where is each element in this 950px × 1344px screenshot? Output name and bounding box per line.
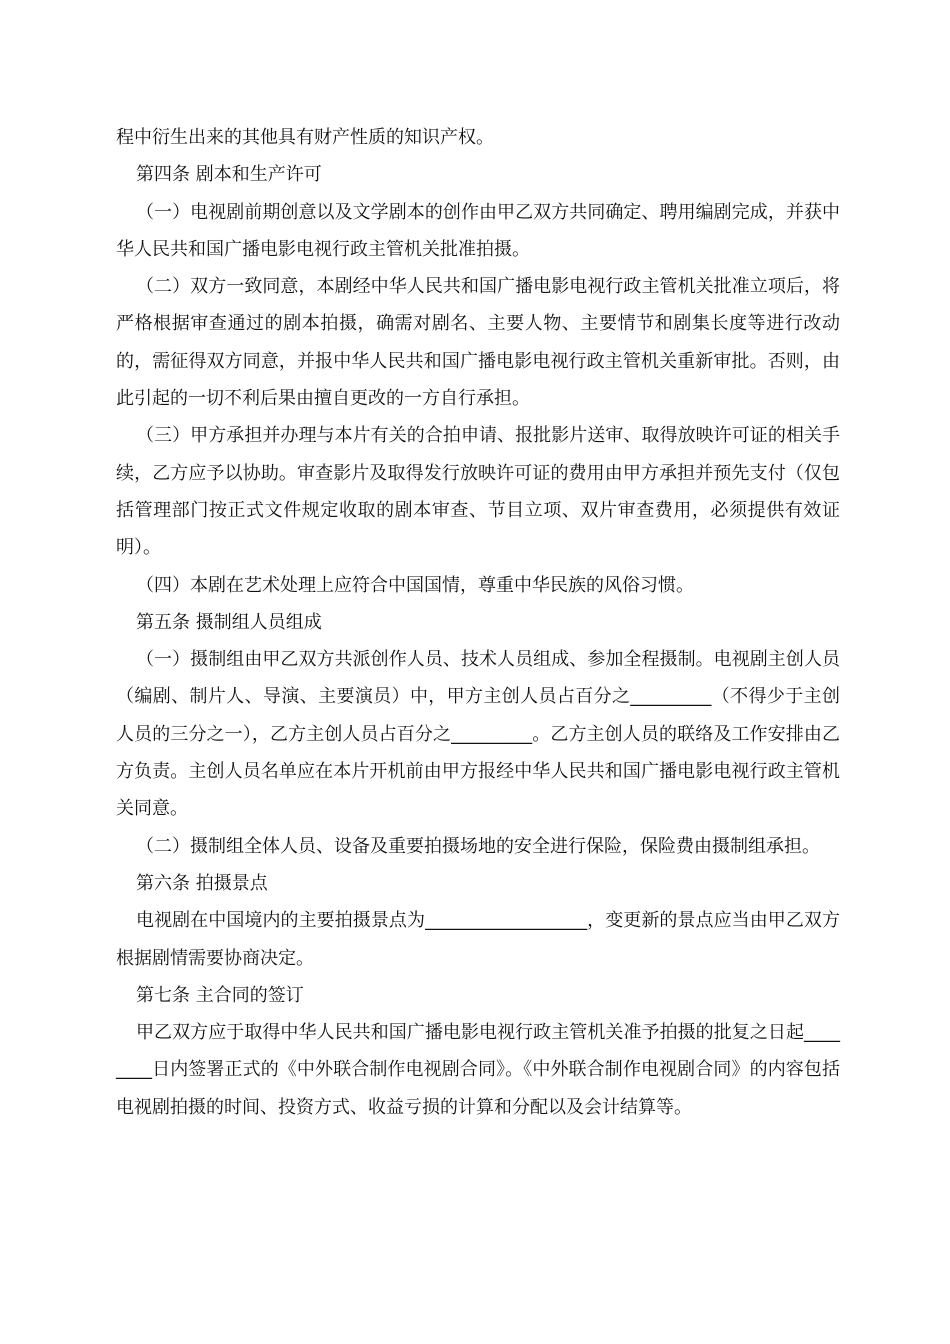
article-6-heading: 第六条 拍摄景点 — [136, 872, 268, 894]
article-4-clause-1: （一）电视剧前期创意以及文学剧本的创作由甲乙双方共同确定、聘用编剧完成，并获中华人民共和国广播电影电视行政主管机关批准拍摄。 — [116, 201, 840, 260]
article-4-clause-4: （四）本剧在艺术处理上应符合中国国情，尊重中华民族的风俗习惯。 — [136, 574, 694, 596]
article-7-body: 甲乙双方应于取得中华人民共和国广播电影电视行政主管机关准予拍摄的批复之日起________日内签署正式的《中外联合制作电视剧合同》。《中外联合制作电视剧合同》的内容包括电视剧拍摄的时间、投资方式、收益亏损的计算和分配以及会计结算等。 — [116, 1022, 840, 1118]
article-4-heading: 第四条 剧本和生产许可 — [136, 164, 322, 186]
article-5-clause-2: （二）摄制组全体人员、设备及重要拍摄场地的安全进行保险，保险费由摄制组承担。 — [136, 835, 820, 857]
article-5-heading: 第五条 摄制组人员组成 — [136, 611, 322, 633]
paragraph-continuation: 程中衍生出来的其他具有财产性质的知识产权。 — [116, 127, 494, 148]
article-4-clause-2: （二）双方一致同意，本剧经中华人民共和国广播电影电视行政主管机关批准立项后，将严格根据审查通过的剧本拍摄，确需对剧名、主要人物、主要情节和剧集长度等进行改动的，需征得双方同意，并报中华人民共和国广播电影电视行政主管机关重新审批。否则，由此引起的一切不利后果由擅自更改的一方自行承担。 — [116, 276, 840, 410]
article-7-heading: 第七条 主合同的签订 — [136, 984, 304, 1006]
article-5-clause-1: （一）摄制组由甲乙双方共派创作人员、技术人员组成、参加全程摄制。电视剧主创人员（编剧、制片人、导演、主要演员）中，甲方主创人员占百分之_________（不得少于主创人员的三分之一），乙方主创人员占百分之_________。乙方主创人员的联络及工作安排由乙方负责。主创人员名单应在本片开机前由甲方报经中华人民共和国广播电影电视行政主管机关同意。 — [116, 649, 840, 820]
document-body — [116, 119, 840, 1126]
article-6-body: 电视剧在中国境内的主要拍摄景点为__________________，变更新的景点应当由甲乙双方根据剧情需要协商决定。 — [116, 910, 840, 969]
article-4-clause-3: （三）甲方承担并办理与本片有关的合拍申请、报批影片送审、取得放映许可证的相关手续，乙方应予以协助。审查影片及取得发行放映许可证的费用由甲方承担并预先支付（仅包括管理部门按正式文件规定收取的剧本审查、节目立项、双片审查费用，必须提供有效证明）。 — [116, 425, 840, 559]
